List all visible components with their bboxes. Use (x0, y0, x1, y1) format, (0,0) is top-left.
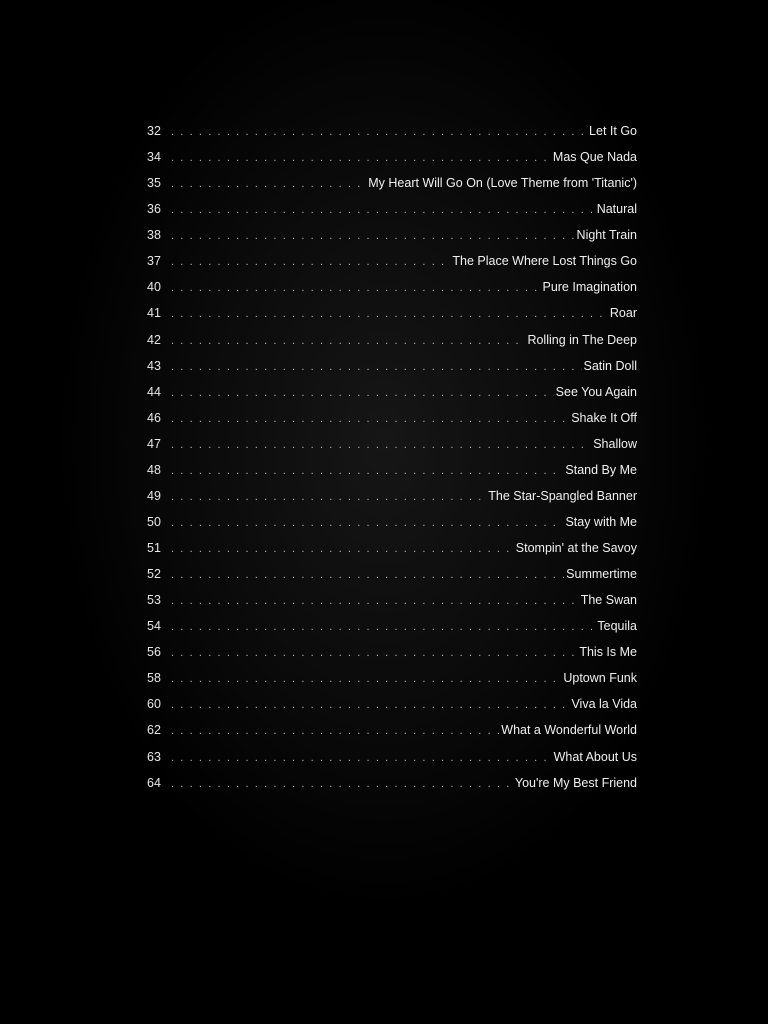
toc-entry[interactable] (147, 353, 637, 379)
page-number: 48 (147, 462, 161, 477)
dot-leader (171, 640, 577, 666)
page-number: 41 (147, 306, 161, 321)
dot-leader (171, 380, 554, 406)
page-number: 62 (147, 723, 161, 738)
page-number: 64 (147, 775, 161, 790)
page-number: 36 (147, 202, 161, 217)
dot-leader (171, 119, 587, 145)
page-number: 58 (147, 671, 161, 686)
page-number: 46 (147, 410, 161, 425)
song-title: The Star-Spangled Banner (488, 488, 637, 503)
dot-leader (171, 718, 499, 744)
song-title: Tequila (597, 619, 637, 634)
dot-leader (171, 301, 608, 327)
song-title: Shake It Off (571, 410, 637, 425)
page-number: 51 (147, 541, 161, 555)
dot-leader (171, 510, 563, 536)
song-title: This Is Me (579, 645, 637, 660)
toc-entry[interactable] (147, 613, 637, 639)
dot-leader (171, 692, 569, 718)
page-number: 43 (147, 358, 161, 373)
dot-leader (171, 406, 569, 432)
toc-entry[interactable] (147, 457, 637, 483)
song-title: Mas Que Nada (552, 150, 637, 165)
dot-leader (171, 484, 486, 510)
dot-leader (171, 145, 551, 171)
song-title: Summertime (566, 567, 637, 582)
song-title: Let It Go (589, 124, 637, 138)
song-title: Stay with Me (565, 514, 637, 529)
toc-entry[interactable] (147, 196, 637, 222)
dot-leader (171, 171, 366, 197)
dot-leader (171, 666, 561, 692)
toc-entry[interactable] (147, 300, 637, 326)
page-number: 54 (147, 619, 161, 634)
toc-entry[interactable] (147, 665, 637, 691)
toc-entry[interactable] (147, 535, 637, 561)
dot-leader (171, 432, 591, 458)
toc-entry[interactable] (147, 744, 637, 770)
dot-leader (171, 745, 552, 771)
page-number: 35 (147, 176, 161, 191)
song-title: The Swan (580, 593, 637, 608)
page-number: 50 (147, 514, 161, 529)
song-title: See You Again (555, 384, 637, 399)
toc-entry[interactable] (147, 561, 637, 587)
page-number: 63 (147, 749, 161, 764)
dot-leader (171, 458, 563, 484)
page-number: 37 (147, 254, 161, 269)
page-number: 34 (147, 150, 161, 165)
dot-leader (171, 354, 582, 380)
toc-entry[interactable] (147, 379, 637, 405)
page-number: 47 (147, 436, 161, 451)
toc-entry[interactable] (147, 222, 637, 248)
page-number: 49 (147, 488, 161, 503)
dot-leader (171, 275, 540, 301)
dot-leader (171, 223, 575, 249)
song-title: Natural (596, 202, 637, 217)
dot-leader (171, 588, 579, 614)
song-title: Pure Imagination (542, 280, 637, 295)
toc-entry[interactable] (147, 118, 637, 144)
toc-entry[interactable] (147, 483, 637, 509)
page-number: 40 (147, 280, 161, 295)
toc-entry[interactable] (147, 509, 637, 535)
page-number: 52 (147, 567, 161, 582)
dot-leader (171, 562, 564, 588)
toc-entry[interactable] (147, 770, 637, 796)
toc-entry[interactable] (147, 405, 637, 431)
dot-leader (171, 197, 595, 223)
toc-entry[interactable] (147, 431, 637, 457)
table-of-contents (147, 118, 637, 796)
toc-entry[interactable] (147, 691, 637, 717)
song-title: Stand By Me (565, 462, 637, 477)
page-number: 42 (147, 332, 161, 347)
toc-entry[interactable] (147, 327, 637, 353)
song-title: Rolling in The Deep (527, 332, 637, 347)
dot-leader (171, 614, 595, 640)
dot-leader (171, 249, 450, 275)
song-title: My Heart Will Go On (Love Theme from 'Titanic') (368, 176, 637, 191)
song-title: The Place Where Lost Things Go (452, 254, 637, 269)
page-number: 38 (147, 228, 161, 243)
toc-entry[interactable] (147, 639, 637, 665)
dot-leader (171, 536, 514, 562)
toc-entry[interactable] (147, 587, 637, 613)
dot-leader (171, 328, 525, 354)
toc-entry[interactable] (147, 717, 637, 743)
song-title: Shallow (593, 436, 637, 451)
song-title: What a Wonderful World (501, 723, 637, 738)
toc-entry[interactable] (147, 274, 637, 300)
page-number: 44 (147, 384, 161, 399)
song-title: What About Us (553, 749, 637, 764)
song-title: Stompin' at the Savoy (515, 541, 637, 555)
page-number: 32 (147, 124, 161, 138)
song-title: Uptown Funk (563, 671, 637, 686)
toc-entry[interactable] (147, 248, 637, 274)
song-title: Viva la Vida (571, 697, 637, 712)
page-number: 56 (147, 645, 161, 660)
toc-entry[interactable] (147, 170, 637, 196)
song-title: Satin Doll (583, 358, 637, 373)
toc-entry[interactable] (147, 144, 637, 170)
song-title: Night Train (576, 228, 637, 243)
song-title: You're My Best Friend (514, 775, 637, 790)
dot-leader (171, 771, 513, 797)
song-title: Roar (609, 306, 637, 321)
page-number: 60 (147, 697, 161, 712)
page-number: 53 (147, 593, 161, 608)
